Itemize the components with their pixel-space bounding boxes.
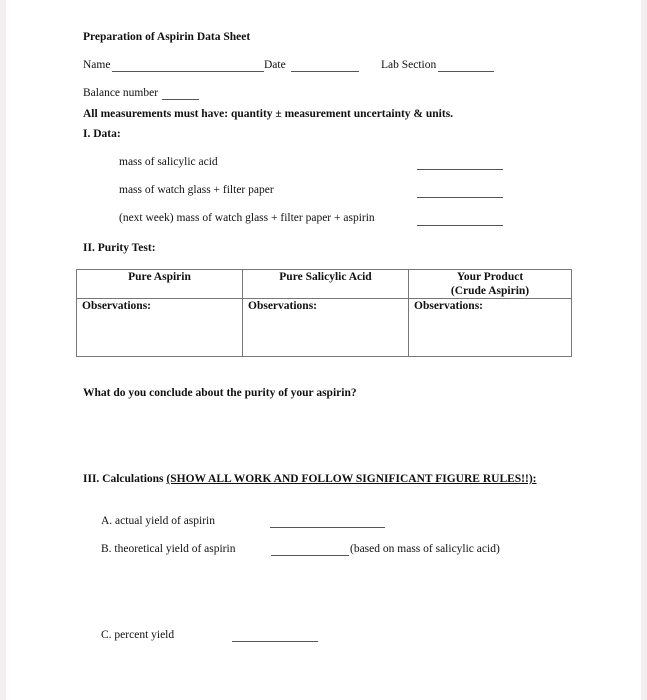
calc-item-a: A. actual yield of aspirin xyxy=(101,515,216,527)
data-item: (next week) mass of watch glass + filter paper + aspirin xyxy=(119,212,375,224)
data-field[interactable] xyxy=(417,169,503,170)
column-header: Pure Salicylic Acid xyxy=(243,270,409,299)
purity-heading: II. Purity Test: xyxy=(83,242,156,254)
calculations-heading xyxy=(83,472,537,486)
calc-item-b: B. theoretical yield of aspirin xyxy=(101,543,236,555)
balance-label: Balance number xyxy=(83,87,159,99)
name-label: Name xyxy=(83,59,111,71)
observations-cell[interactable]: Observations: xyxy=(409,299,572,357)
calc-item-c: C. percent yield xyxy=(101,629,175,641)
data-item: mass of salicylic acid xyxy=(119,156,218,168)
data-heading: I. Data: xyxy=(83,128,121,140)
balance-field[interactable] xyxy=(162,99,199,100)
column-header xyxy=(409,270,572,299)
date-label: Date xyxy=(264,59,286,71)
conclusion-question: What do you conclude about the purity of your aspirin? xyxy=(83,387,357,399)
theoretical-yield-field[interactable] xyxy=(271,555,349,556)
data-field[interactable] xyxy=(417,225,503,226)
calculations-heading-prefix: III. Calculations xyxy=(83,473,167,485)
name-field[interactable] xyxy=(112,71,264,72)
column-header-line: Your Product xyxy=(456,271,524,283)
calc-item-b-note: (based on mass of salicylic acid) xyxy=(350,543,500,555)
purity-table xyxy=(76,269,572,357)
date-field[interactable] xyxy=(291,71,359,72)
observations-cell[interactable]: Observations: xyxy=(243,299,409,357)
calculations-heading-emphasis: (SHOW ALL WORK AND FOLLOW SIGNIFICANT FIGURE RULES!!): xyxy=(166,473,537,485)
data-item: mass of watch glass + filter paper xyxy=(119,184,274,196)
document-title: Preparation of Aspirin Data Sheet xyxy=(83,31,251,43)
lab-section-field[interactable] xyxy=(438,71,494,72)
data-field[interactable] xyxy=(417,197,503,198)
document-page xyxy=(6,0,641,700)
actual-yield-field[interactable] xyxy=(270,527,385,528)
observations-cell[interactable]: Observations: xyxy=(77,299,243,357)
instruction: All measurements must have: quantity ± measurement uncertainty & units. xyxy=(83,108,454,120)
column-header: Pure Aspirin xyxy=(77,270,243,299)
percent-yield-field[interactable] xyxy=(232,641,318,642)
lab-section-label: Lab Section xyxy=(381,59,437,71)
column-header-line: (Crude Aspirin) xyxy=(450,285,530,297)
